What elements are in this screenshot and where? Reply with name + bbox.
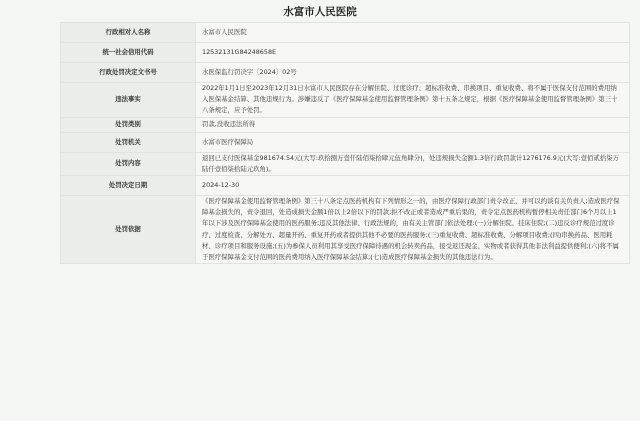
row-value: 水富市人民医院: [196, 23, 630, 43]
row-value: 12532131G84248658E: [196, 43, 630, 63]
row-value: 水富市医疗保障局: [196, 132, 630, 152]
table-row: [61, 196, 630, 264]
row-value: 《医疗保障基金使用监督管理条例》第三十八条定点医药机构有下列情形之一的，由医疗保障行政部门责令改正，并可以约谈有关负责人;造成医疗保障基金损失的，责令退回，处造成损失金额1倍以上2倍以下的罚款;拒不改正或者造成严重后果的，责令定点医药机构暂停相关责任部门6个月以上1年以下涉及医疗保障基金使用的医药服务;违反其他法律、行政法规的，由有关主管部门依法处理:(一)分解住院、挂床住院;(二)违反诊疗规范过度诊疗、过度检查、分解处方、超量开药、重复开药或者提供其他不必要的医药服务;(三)重复收费、超标准收费、分解项目收费;(四)串换药品、医用耗材、诊疗项目和服务设施;(五)为参保人员利用其享受医疗保障待遇的机会转卖药品，接受返还现金、实物或者获得其他非法利益提供便利;(六)将不属于医疗保障基金支付范围的医药费用纳入医疗保障基金结算;(七)造成医疗保障基金损失的其他违法行为。: [196, 196, 630, 264]
row-label: 行政处罚决定文书号: [61, 63, 196, 83]
table-row: [61, 63, 630, 83]
row-value: 水医保监行罚决字〔2024〕02号: [196, 63, 630, 83]
table-row: [61, 132, 630, 152]
row-value: 2024-12-30: [196, 176, 630, 196]
page-title: 水富市人民医院: [283, 6, 357, 18]
table-row: [61, 83, 630, 118]
row-value: 2022年1月1日至2023年12月31日水富市人民医院存在分解住院、过度诊疗、超标准收费、串换项目、重复收费、将不属于医保支付范围的费用纳入医保基金结算、其他违规行为。涉嫌违反了《医疗保障基金使用监督管理条例》第十五条之规定，根据《医疗保障基金使用监督管理条例》第三十八条规定，应予处罚。: [196, 83, 630, 118]
row-label: 处罚决定日期: [61, 176, 196, 196]
table-row: [61, 117, 630, 132]
row-label: 处罚类别: [61, 117, 196, 132]
row-value: 退回已支付医保基金981674.54元(大写:玖拾捌万壹仟陆佰柒拾肆元伍角肆分)，处违规损失金额1.3倍行政罚款计1276176.9元(大写:壹佰贰拾柒万陆仟壹佰柒拾陆元玖角)。: [196, 152, 630, 175]
penalty-info-table: [60, 22, 630, 264]
row-label: 行政相对人名称: [61, 23, 196, 43]
table-row: [61, 43, 630, 63]
table-row: [61, 176, 630, 196]
row-value: 罚款,没收违法所得: [196, 117, 630, 132]
table-row: [61, 152, 630, 175]
row-label: 处罚依据: [61, 196, 196, 264]
row-label: 统一社会信用代码: [61, 43, 196, 63]
row-label: 违法事实: [61, 83, 196, 118]
table-row: [61, 23, 630, 43]
row-label: 处罚内容: [61, 152, 196, 175]
row-label: 处罚机关: [61, 132, 196, 152]
